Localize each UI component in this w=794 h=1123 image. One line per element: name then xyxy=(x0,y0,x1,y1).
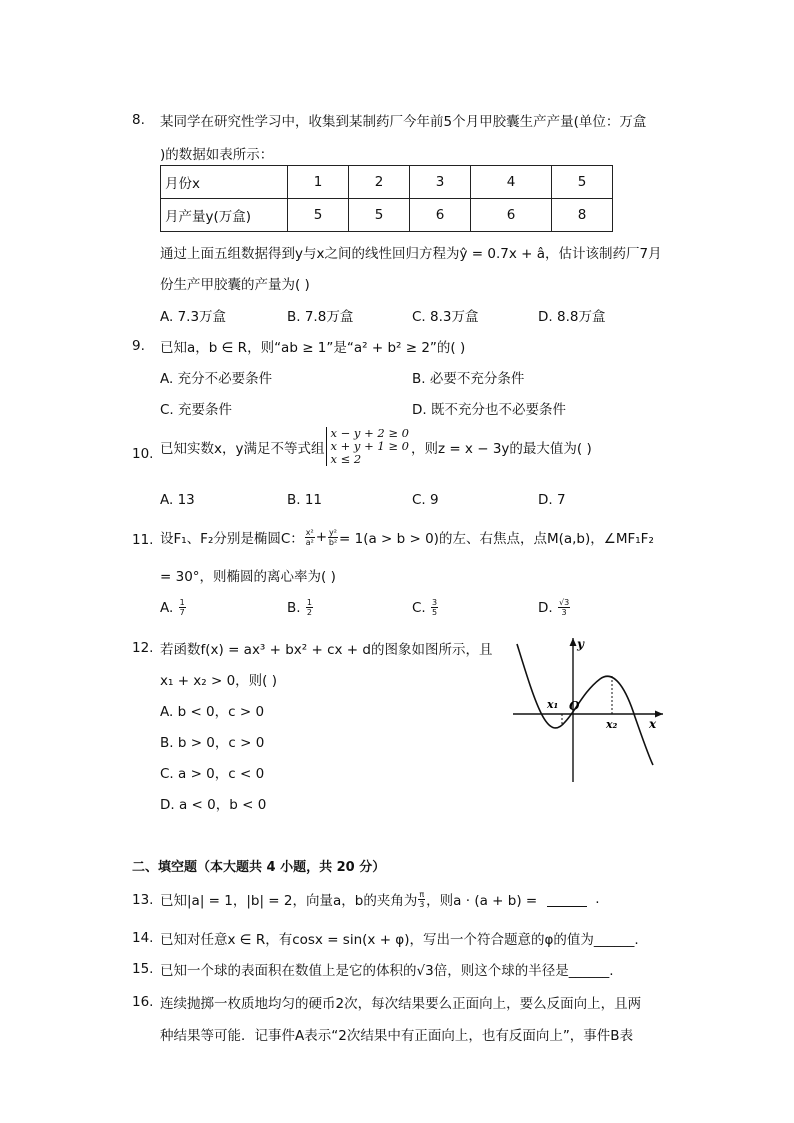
q10-option-d: D. 7 xyxy=(538,492,566,508)
q12-stem-line1: 若函数f(x) = ax³ + bx² + cx + d的图象如图所示，且 xyxy=(160,642,493,658)
q14-number: 14. xyxy=(132,930,154,946)
frac-denominator: 3 xyxy=(419,899,425,909)
option-letter: A. xyxy=(160,599,174,616)
q9-stem: 已知a，b ∈ R，则“ab ≥ 1”是“a² + b² ≥ 2”的( ) xyxy=(160,340,466,356)
x2-label: x₂ xyxy=(606,718,618,731)
q10-ineq-3: x ≤ 2 xyxy=(330,452,362,466)
q11-stem-line1 xyxy=(160,522,654,552)
frac-numerator: √3 xyxy=(558,598,570,607)
q11-frac-y xyxy=(328,528,338,547)
q11-stem-pre: 设F₁、F₂分别是椭圆C： xyxy=(160,531,304,547)
frac-denominator: 5 xyxy=(432,608,438,617)
table-cell: 5 xyxy=(349,199,410,232)
q13-number: 13. xyxy=(132,892,154,908)
x1-label: x₁ xyxy=(547,698,559,711)
table-row xyxy=(161,166,613,199)
q8-after-line1: 通过上面五组数据得到y与x之间的线性回归方程为ŷ = 0.7x + â，估计该制药厂7月 xyxy=(160,246,662,262)
q9-option-b: B. 必要不充分条件 xyxy=(412,371,525,387)
q8-stem-line2: )的数据如表所示： xyxy=(160,147,274,163)
q10-ineq-2: x + y + 1 ≥ 0 xyxy=(330,439,409,453)
frac-numerator: π xyxy=(419,889,425,899)
option-fraction xyxy=(558,598,570,617)
x-axis-arrow xyxy=(655,711,663,718)
table-cell: 2 xyxy=(349,166,410,199)
table-header-month: 月份x xyxy=(161,166,288,199)
q10-ineq-1: x − y + 2 ≥ 0 xyxy=(330,426,409,440)
q8-option-b: B. 7.8万盒 xyxy=(287,309,354,325)
table-cell: 4 xyxy=(471,166,552,199)
q8-option-c: C. 8.3万盒 xyxy=(412,309,479,325)
frac-numerator: 3 xyxy=(432,598,438,607)
q13-period: . xyxy=(595,891,600,907)
option-letter: D. xyxy=(538,599,553,616)
q12-option-c: C. a > 0，c < 0 xyxy=(160,766,265,782)
q13-answer-blank[interactable] xyxy=(547,892,587,907)
q9-option-d: D. 既不充分也不必要条件 xyxy=(412,402,566,418)
q8-option-d: D. 8.8万盒 xyxy=(538,309,606,325)
q10-stem-post: ，则z = x − 3y的最大值为( ) xyxy=(410,440,592,457)
q12-option-a: A. b < 0，c > 0 xyxy=(160,704,265,720)
q13-stem-part1: 已知|a| = 1，|b| = 2，向量a，b的夹角为 xyxy=(160,893,418,909)
q8-number: 8. xyxy=(132,112,145,128)
q15-stem: 已知一个球的表面积在数值上是它的体积的√3倍，则这个球的半径是______. xyxy=(160,963,614,979)
q13-stem xyxy=(160,884,600,914)
q10-number: 10. xyxy=(132,446,154,462)
table-cell: 5 xyxy=(552,166,613,199)
q8-data-table xyxy=(160,165,613,232)
table-header-output: 月产量y(万盒) xyxy=(161,199,288,232)
table-cell: 1 xyxy=(288,166,349,199)
q10-option-a: A. 13 xyxy=(160,492,195,508)
q8-option-a: A. 7.3万盒 xyxy=(160,309,227,325)
q9-option-a: A. 充分不必要条件 xyxy=(160,371,273,387)
q12-option-d: D. a < 0，b < 0 xyxy=(160,797,267,813)
q8-stem-line1: 某同学在研究性学习中，收集到某制药厂今年前5个月甲胶囊生产产量(单位：万盒 xyxy=(160,114,647,130)
section-heading: 二、填空题（本大题共 4 小题，共 20 分） xyxy=(132,860,386,875)
q11-option-c xyxy=(412,598,439,617)
y-label: y xyxy=(577,637,584,651)
q14-stem: 已知对任意x ∈ R，有cosx = sin(x + φ)，写出一个符合题意的φ的值为______. xyxy=(160,932,639,948)
frac-denominator: a² xyxy=(305,537,314,547)
q12-stem-line2: x₁ + x₂ > 0，则( ) xyxy=(160,673,278,689)
option-fraction xyxy=(306,598,313,617)
table-cell: 3 xyxy=(410,166,471,199)
frac-numerator: 1 xyxy=(306,598,312,607)
table-cell: 8 xyxy=(552,199,613,232)
q10-option-b: B. 11 xyxy=(287,492,323,508)
origin-label: O xyxy=(569,699,580,713)
table-cell: 5 xyxy=(288,199,349,232)
q10-option-c: C. 9 xyxy=(412,492,439,508)
q15-number: 15. xyxy=(132,961,154,977)
option-fraction xyxy=(431,598,438,617)
frac-numerator: 1 xyxy=(179,598,185,607)
q13-stem-part2: ，则a · (a + b) = xyxy=(426,893,538,909)
q16-stem-line1: 连续抛掷一枚质地均匀的硬币2次，每次结果要么正面向上，要么反面向上，且两 xyxy=(160,996,642,1012)
q8-after-line2: 份生产甲胶囊的产量为( ) xyxy=(160,277,310,293)
q11-frac-x xyxy=(305,528,315,547)
x-label: x xyxy=(649,717,657,731)
q12-number: 12. xyxy=(132,640,154,656)
table-row xyxy=(161,199,613,232)
y-axis-arrow xyxy=(570,638,577,646)
q10-stem-pre: 已知实数x，y满足不等式组 xyxy=(160,440,325,457)
frac-denominator: 7 xyxy=(179,608,185,617)
cubic-curve xyxy=(517,644,653,765)
frac-denominator: 2 xyxy=(306,608,312,617)
q12-cubic-graph xyxy=(505,632,670,792)
q11-stem-post: = 1(a > b > 0)的左、右焦点，点M(a,b)，∠MF₁F₂ xyxy=(339,531,654,547)
q11-option-a xyxy=(160,598,187,617)
frac-numerator: y² xyxy=(329,527,337,537)
q10-stem xyxy=(160,427,592,466)
q9-option-c: C. 充要条件 xyxy=(160,402,233,418)
frac-denominator: 3 xyxy=(561,608,567,617)
option-fraction xyxy=(179,598,186,617)
option-letter: B. xyxy=(287,599,301,616)
q11-number: 11. xyxy=(132,532,154,548)
table-cell: 6 xyxy=(410,199,471,232)
q16-stem-line2: 种结果等可能．记事件A表示“2次结果中有正面向上，也有反面向上”，事件B表 xyxy=(160,1028,634,1044)
option-letter: C. xyxy=(412,599,426,616)
q12-option-b: B. b > 0，c > 0 xyxy=(160,735,265,751)
q16-number: 16. xyxy=(132,994,154,1010)
q9-number: 9. xyxy=(132,338,145,354)
q11-plus: + xyxy=(315,529,328,545)
q11-option-b xyxy=(287,598,314,617)
q13-frac-pi3 xyxy=(418,890,425,909)
frac-denominator: b² xyxy=(328,537,338,547)
q10-inequality-system xyxy=(326,427,408,466)
table-cell: 6 xyxy=(471,199,552,232)
q11-option-d xyxy=(538,598,571,617)
frac-numerator: x² xyxy=(305,527,314,537)
q11-stem-line2: = 30°，则椭圆的离心率为( ) xyxy=(160,569,336,585)
